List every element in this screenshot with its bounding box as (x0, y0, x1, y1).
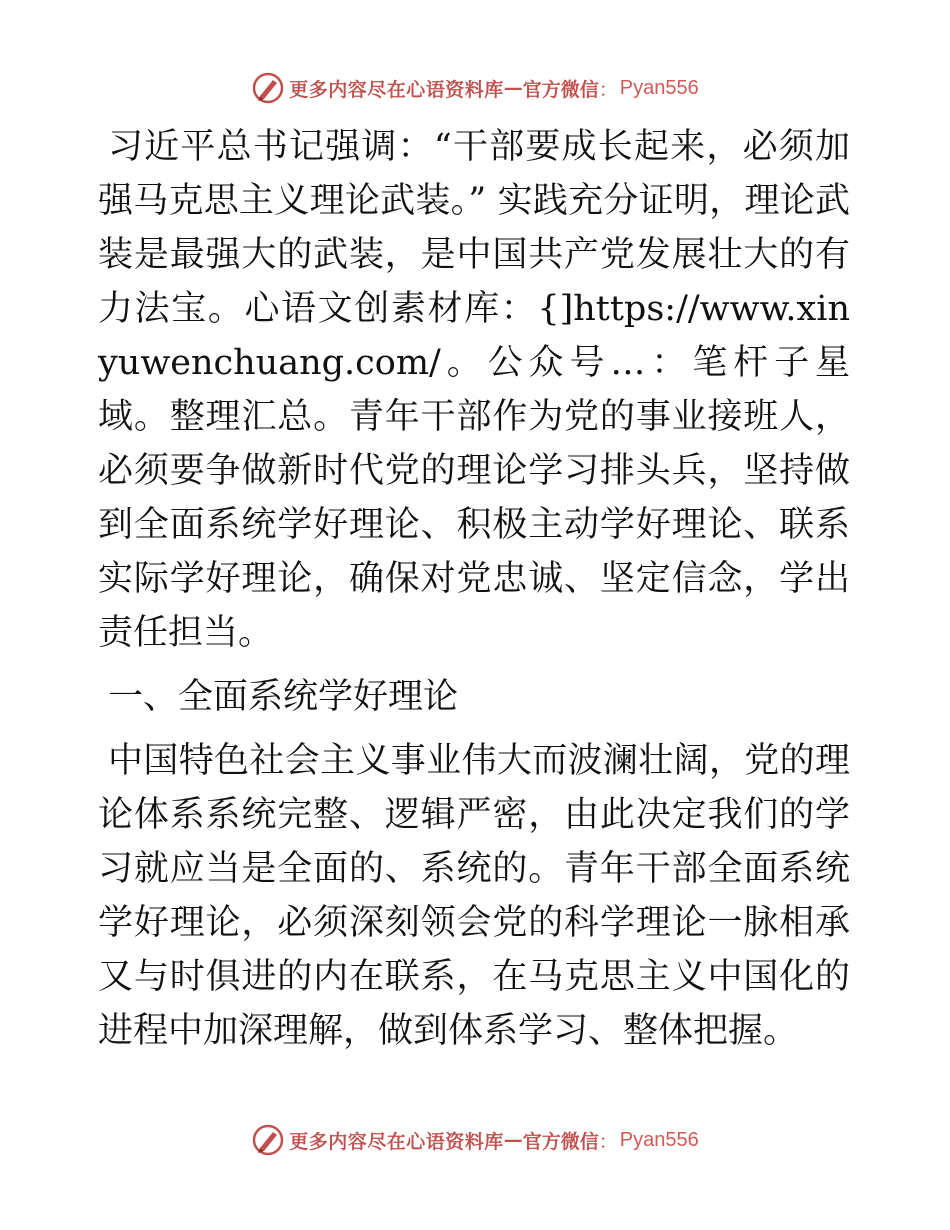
banner-colon: ： (598, 1130, 618, 1153)
pen-logo-icon (251, 71, 285, 105)
banner-dash: — (503, 1129, 523, 1151)
banner-wechat-id: Pyan556 (619, 76, 699, 99)
footer-watermark-banner (0, 1120, 950, 1160)
banner-slogan: 更多内容尽在心语资料库 (289, 78, 504, 101)
pen-logo-icon (251, 1123, 285, 1157)
paragraph-section-1: 中国特色社会主义事业伟大而波澜壮阔，党的理论体系系统完整、逻辑严密，由此决定我们的学习就应当是全面的、系统的。青年干部全面系统学好理论，必须深刻领会党的科学理论一脉相承又与时俱进的内在联系，在马克思主义中国化的进程中加深理解，做到体系学习、整体把握。 (98, 741, 850, 1051)
paragraph-intro: 习近平总书记强调：“干部要成长起来，必须加强马克思主义理论武装。” 实践充分证明，理论武装是最强大的武装，是中国共产党发展壮大的有力法宝。心语文创素材库：{]https://www.xinyuwenchuang.com/。公众号…：笔杆子星域。整理汇总。青年干部作为党的事业接班人，必须要争做新时代党的理论学习排头兵，坚持做到全面系统学好理论、积极主动学好理论、联系实际学好理论，确保对党忠诚、坚定信念，学出责任担当。 (98, 127, 850, 653)
banner-wechat-id: Pyan556 (619, 1128, 699, 1151)
banner-colon: ： (598, 78, 618, 101)
banner-slogan: 更多内容尽在心语资料库 (289, 1130, 504, 1153)
banner-dash: — (503, 77, 523, 99)
document-body (98, 120, 850, 1058)
section-heading-1: 一、全面系统学好理论 (108, 677, 459, 717)
banner-wechat-label: 官方微信 (522, 78, 599, 101)
banner-wechat-label: 官方微信 (522, 1130, 599, 1153)
header-watermark-banner (0, 68, 950, 108)
